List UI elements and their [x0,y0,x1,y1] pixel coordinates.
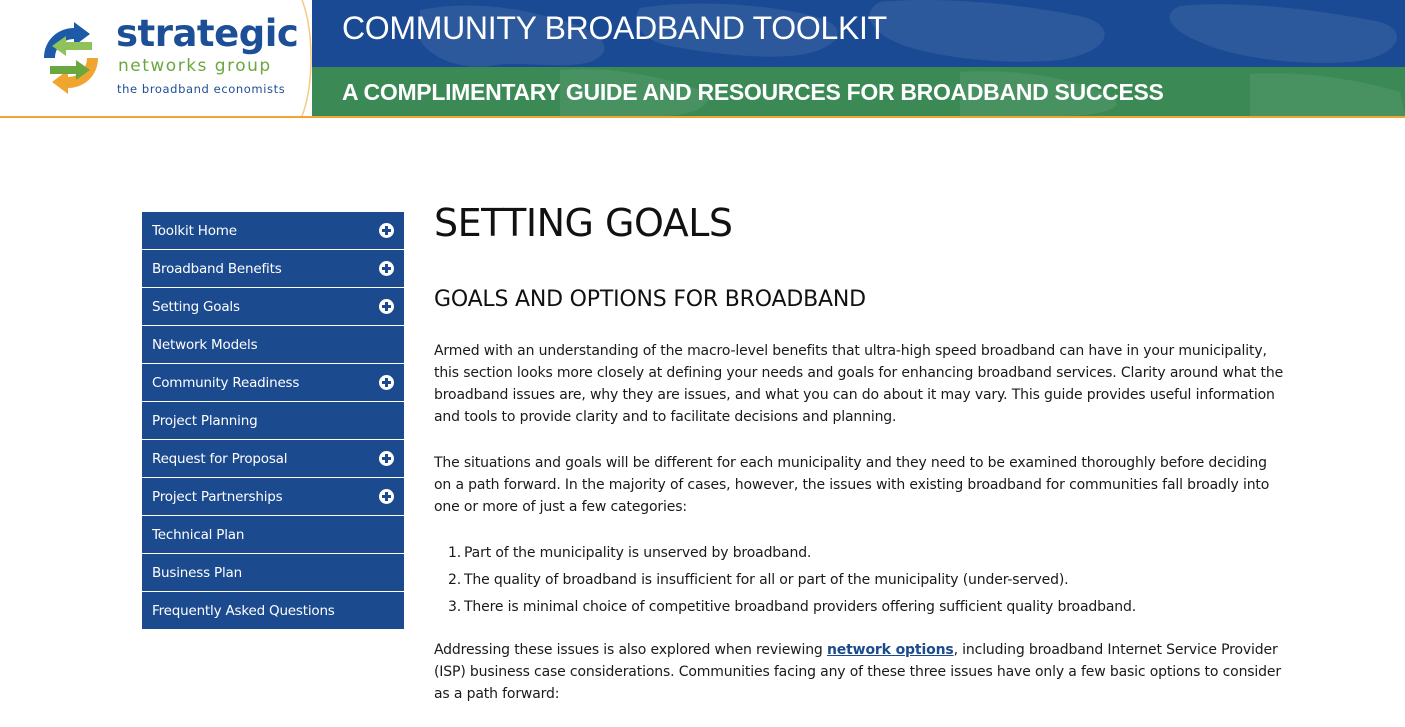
list-item: 3. There is minimal choice of competitive broadband providers offering sufficient quality broadband. [448,599,1137,615]
sidebar-item-label: Frequently Asked Questions [152,602,335,619]
sidebar-item-label: Request for Proposal [152,450,288,467]
sidebar-item-label: Network Models [152,336,258,353]
section-title: GOALS AND OPTIONS FOR BROADBAND [434,287,866,312]
plus-circle-icon[interactable] [379,451,394,466]
list-item: 1. Part of the municipality is unserved by broadband. [448,545,812,561]
main-content [434,200,1284,705]
situations-paragraph: The situations and goals will be different for each municipality and they need to be examined thoroughly before deciding on a path forward. In the majority of cases, however, the issues with existing broadband for communities fall broadly into one or more of just a few categories: [434,455,1270,515]
logo-tagline: the broadband economists [117,82,286,96]
plus-circle-icon[interactable] [379,223,394,238]
list-item: 2. The quality of broadband is insufficient for all or part of the municipality (under-served). [448,572,1069,588]
intro-paragraph: Armed with an understanding of the macro-level benefits that ultra-high speed broadband can have in your municipality, this section looks more closely at defining your needs and goals for enhancing broadband services. Clarity around what the broadband issues are, why they are issues, and what you can do about it may vary. This guide provides useful information and tools to provide clarity and to facilitate decisions and planning. [434,343,1284,425]
sidebar-item-label: Toolkit Home [152,222,237,239]
site-header [0,0,1405,118]
plus-circle-icon[interactable] [379,299,394,314]
sidebar-item-label: Setting Goals [152,298,240,315]
plus-circle-icon[interactable] [379,375,394,390]
sidebar-item-broadband-benefits[interactable] [142,250,404,287]
issues-list [434,540,1284,621]
sidebar-item-label: Project Partnerships [152,488,283,505]
sidebar-item-community-readiness[interactable] [142,364,404,401]
header-subtitle: A COMPLIMENTARY GUIDE AND RESOURCES FOR BROADBAND SUCCESS [342,79,1164,105]
sidebar-item-setting-goals[interactable] [142,288,404,325]
sidebar-item-toolkit-home[interactable] [142,212,404,249]
strategic-networks-logo-icon[interactable] [36,22,106,94]
addressing-paragraph: Addressing these issues is also explored when reviewing network options, including broadband Internet Service Provider (ISP) business case considerations. Communities facing any of these three issues have only a few basic options to consider as a path forward: [434,642,1281,702]
sidebar-item-label: Project Planning [152,412,258,429]
sidebar-item-label: Business Plan [152,564,242,581]
plus-circle-icon[interactable] [379,261,394,276]
network-options-link[interactable]: network options [826,642,954,658]
plus-circle-icon[interactable] [379,489,394,504]
sidebar-item-label: Technical Plan [152,526,245,543]
sidebar-item-network-models[interactable] [142,326,404,363]
logo-wordmark-strategic[interactable]: strategic [116,12,299,55]
sidebar-item-business-plan[interactable] [142,554,404,591]
header-divider [0,116,1405,118]
logo-wordmark-networks-group[interactable]: networks group [118,56,272,76]
sidebar-item-technical-plan[interactable] [142,516,404,553]
sidebar-item-request-for-proposal[interactable] [142,440,404,477]
sidebar-item-project-planning[interactable] [142,402,404,439]
sidebar-nav [142,212,404,630]
sidebar-item-label: Community Readiness [152,374,300,391]
page-title: SETTING GOALS [434,201,733,245]
sidebar-item-faq[interactable] [142,592,404,629]
header-title: COMMUNITY BROADBAND TOOLKIT [342,10,887,46]
sidebar-item-project-partnerships[interactable] [142,478,404,515]
sidebar-item-label: Broadband Benefits [152,260,282,277]
